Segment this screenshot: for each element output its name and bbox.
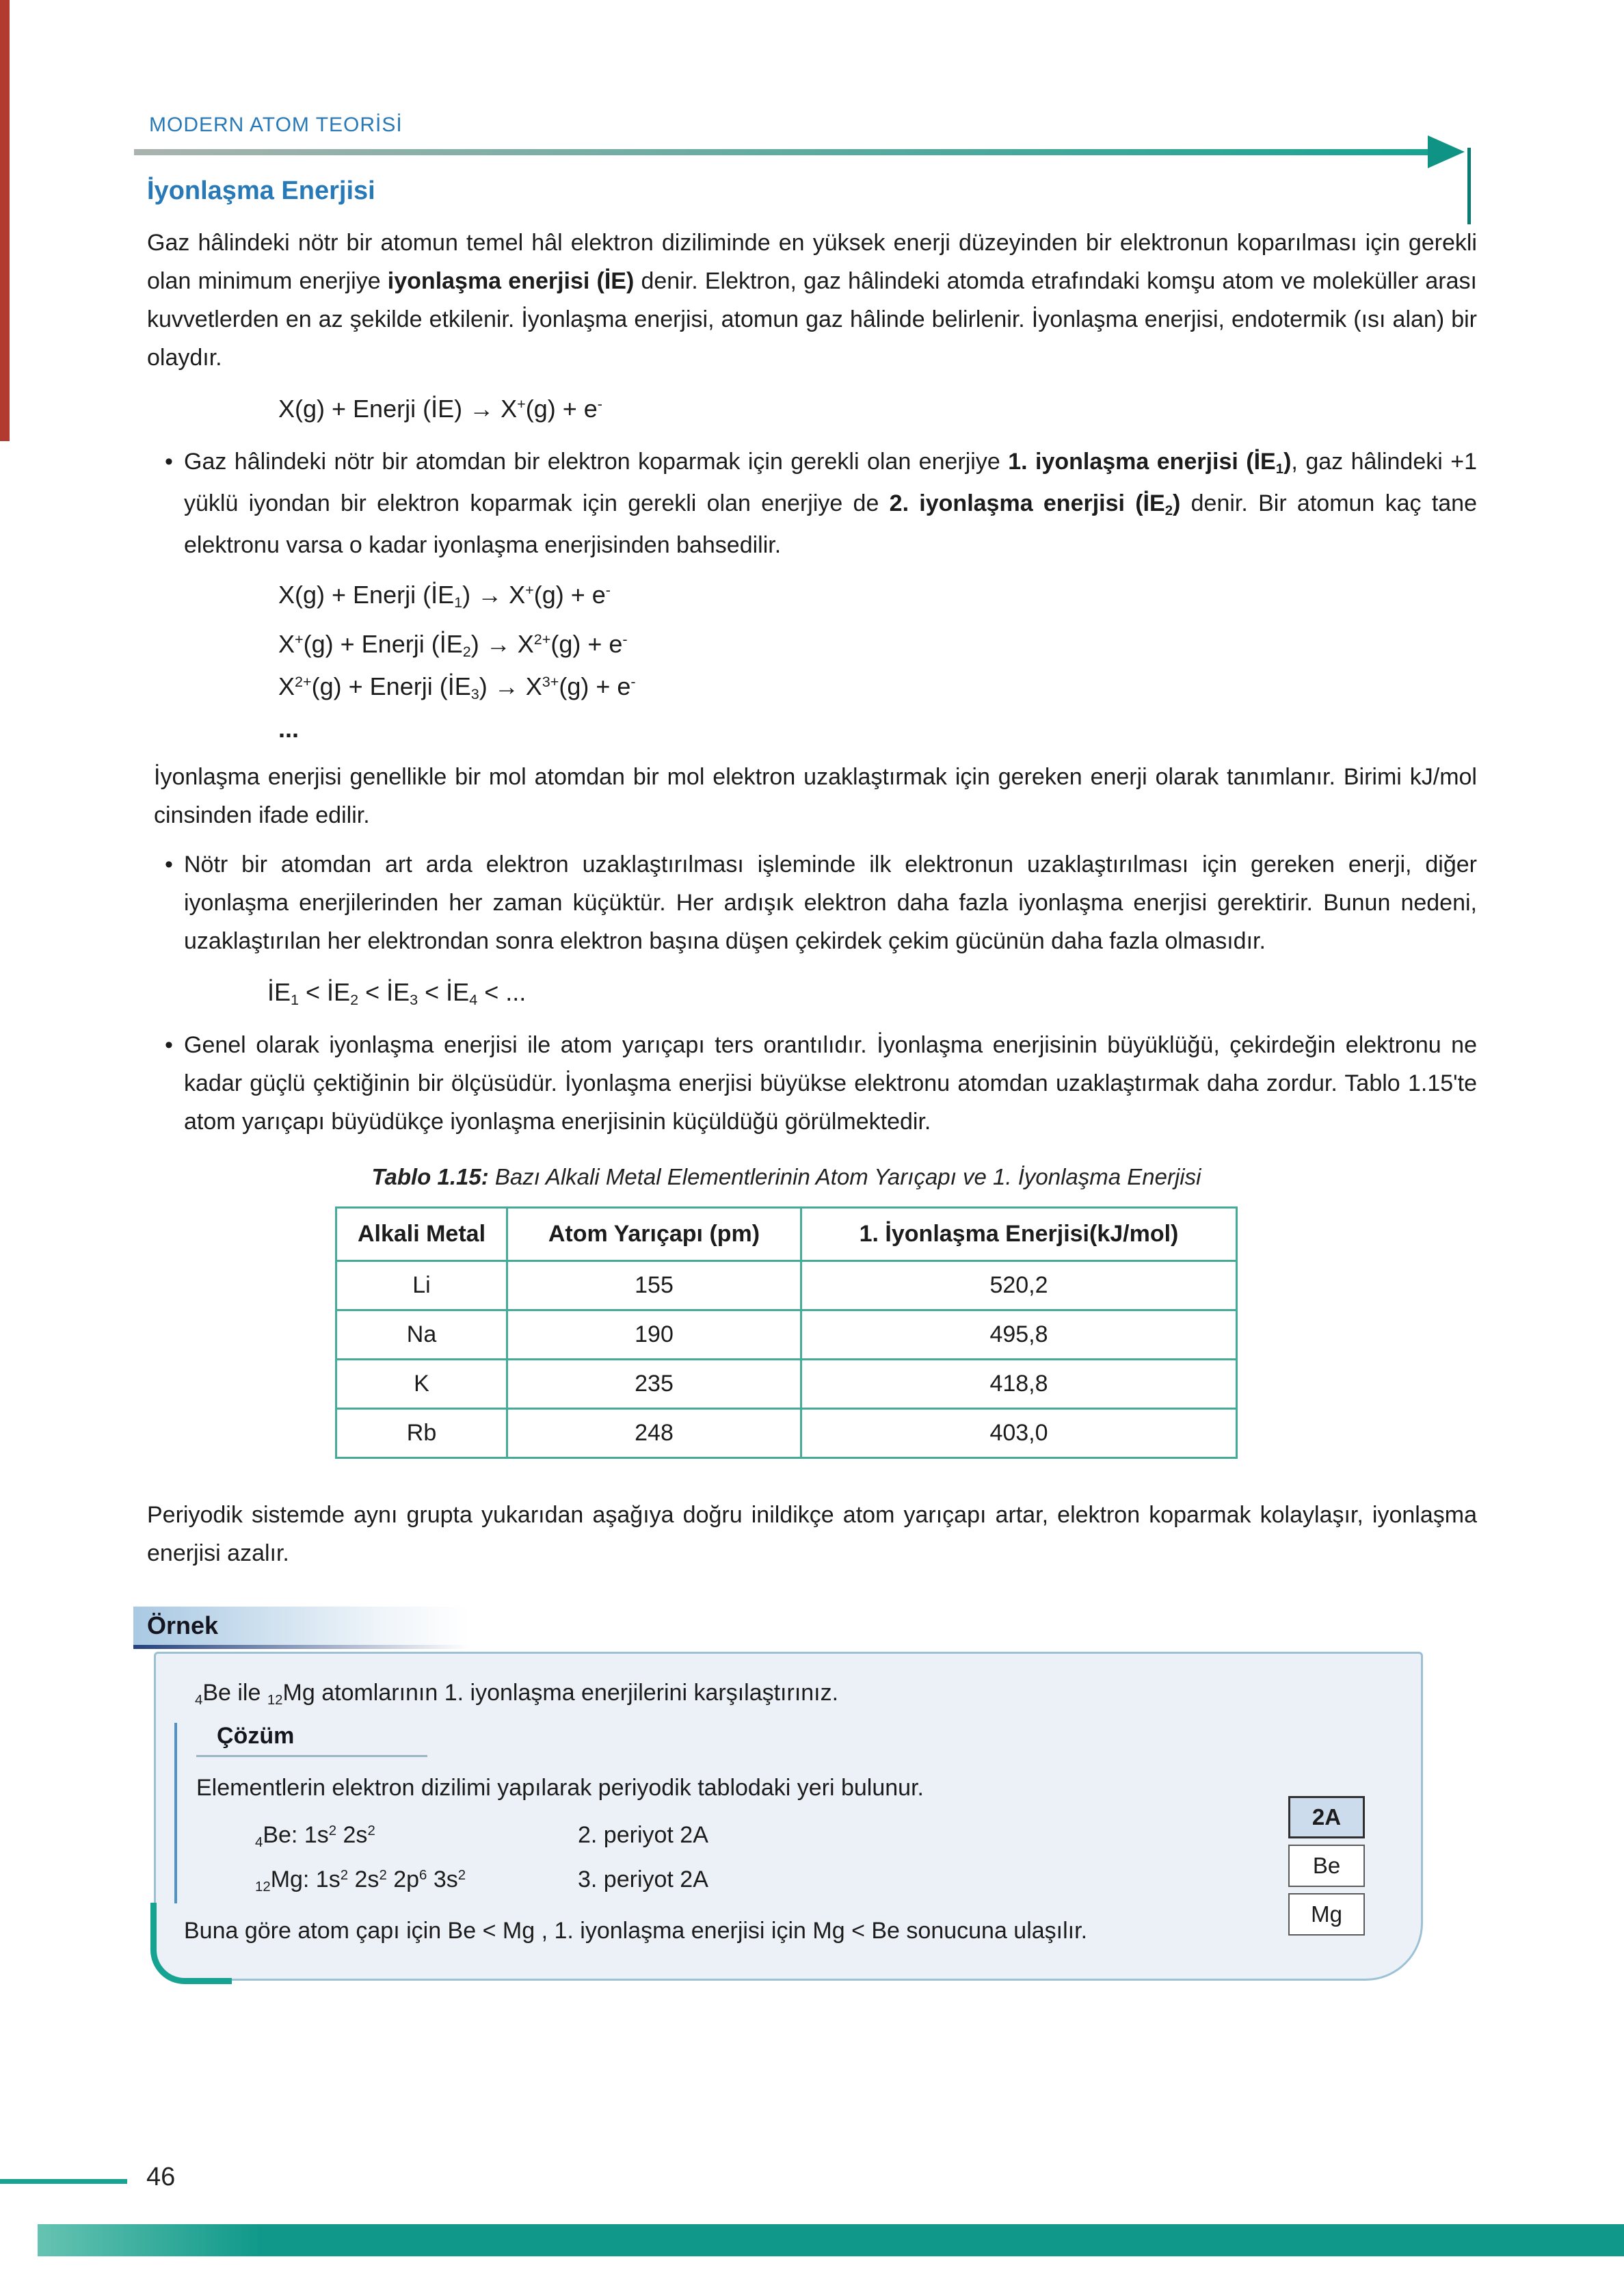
bullet-item-3 [147, 1026, 1477, 1141]
table-row [336, 1261, 1237, 1310]
page-number: 46 [146, 2163, 176, 2191]
table-header-row [336, 1208, 1237, 1261]
bullet-marker: • [165, 449, 173, 475]
header-arrow-icon [1428, 135, 1465, 168]
cell-element: K [336, 1360, 507, 1409]
mg-configuration: $_{12}$Mg: $1s^2$ $2s^2$ $2p^6$ $3s^2$ [255, 1866, 466, 1895]
mg-period-group: 3. periyot 2A [578, 1866, 708, 1892]
periodic-trend-paragraph: Periyodik sistemde aynı grupta yukarıdan aşağıya doğru inildikçe atom yarıçapı artar, elektron koparmak kolaylaşır, iyonlaşma enerjisi azalır. [147, 1502, 1477, 1566]
bullet-item-1 [147, 443, 1477, 564]
example-conclusion: Buna göre atom çapı için Be < Mg , 1. iyonlaşma enerjisi için Mg < Be sonucuna ulaşılır. [184, 1918, 1088, 1944]
cell-element: Li [336, 1261, 507, 1310]
bullet-text: Genel olarak iyonlaşma enerjisi ile atom yarıçapı ters orantılıdır. İyonlaşma enerjisinin büyüklüğü, çekirdeğin elektronu ne kadar güçlü çektiğinin bir ölçüsüdür. İyonlaşma enerjisi büyükse elektronu atomdan uzaklaştırmak daha zordur. Tablo 1.15'te atom yarıçapı büyüdükçe iyonlaşma enerjisinin küçüldüğü görülmektedir. [184, 1032, 1477, 1135]
example-label: Örnek [147, 1611, 219, 1639]
intro-paragraph: Gaz hâlindeki nötr bir atomun temel hâl elektron diziliminde en yüksek enerji düzeyinden bir elektronun koparılması için gerekli olan minimum enerjiye iyonlaşma enerjisi (İE) denir. Elektron, gaz hâlindeki atomda etrafındaki komşu atom ve moleküller arası kuvvetlerden en az şekilde etkilenir. İyonlaşma enerjisi, atomun gaz hâlinde belirlenir. İyonlaşma enerjisi, endotermik (ısı alan) bir olaydır. [147, 230, 1477, 371]
example-question: $_4$Be ile $_{12}$Mg atomlarının 1. iyonlaşma enerjilerini karşılaştırınız. [195, 1680, 839, 1708]
bullet-text: Nötr bir atomdan art arda elektron uzaklaştırılması işleminde ilk elektronun uzaklaştırılması için gereken enerji, diğer iyonlaşma enerjilerinden her zaman küçüktür. Her ardışık elektron daha fazla iyonlaşma enerjisi gerektirir. Bunun nedeni, uzaklaştırılan her elektrondan sonra elektron başına düşen çekirdek çekim gücünün daha fazla olmasıdır. [184, 852, 1477, 954]
chapter-header: MODERN ATOM TEORİSİ [149, 114, 403, 136]
bullet-marker: • [165, 852, 173, 877]
cell-energy: 520,2 [801, 1261, 1237, 1310]
electron-config-mg [255, 1859, 1380, 1903]
cell-energy: 418,8 [801, 1360, 1237, 1409]
solution-step-1: Elementlerin elektron dizilimi yapılarak periyodik tablodaki yeri bulunur. [196, 1775, 924, 1801]
equation-ie2: X+(g) + Enerji $(İE_2) \to X^{2+}(g) + e^-$ [278, 630, 628, 661]
cell-radius: 190 [507, 1310, 801, 1360]
bullet-text: Gaz hâlindeki nötr bir atomdan bir elektron koparmak için gerekli olan enerjiye 1. iyonlaşma enerjisi $(İE_1)$, gaz hâlindeki +1 yüklü iyondan bir elektron koparmak için gerekli olan enerjiye de 2. iyonlaşma enerjisi $(İE_2)$ denir. Bir atomun kaç tane elektronu varsa o kadar iyonlaşma enerjisinden bahsedilir. [184, 449, 1478, 558]
col-header-alkali-metal: Alkali Metal [336, 1208, 507, 1261]
left-edge-red-bar [0, 0, 10, 441]
table-row [336, 1360, 1237, 1409]
alkali-metals-table [335, 1206, 1238, 1459]
solution-block [174, 1723, 1380, 1903]
table-1-15 [335, 1164, 1238, 1459]
cell-energy: 403,0 [801, 1409, 1237, 1458]
mol-definition-paragraph: İyonlaşma enerjisi genellikle bir mol atomdan bir mol elektron uzaklaştırmak için gereken enerji olarak tanımlanır. Birimi kJ/mol cinsinden ifade edilir. [154, 764, 1477, 828]
equation-ionization: X(g) + Enerji (İE) → X+(g) + e- [278, 395, 602, 423]
bullet-marker: • [165, 1032, 173, 1058]
element-cell-be: Be [1288, 1845, 1365, 1887]
header-gradient-rule [134, 149, 1432, 155]
cell-radius: 155 [507, 1261, 801, 1310]
table-row [336, 1409, 1237, 1458]
col-header-atom-radius: Atom Yarıçapı (pm) [507, 1208, 801, 1261]
page-number-accent-line [0, 2179, 127, 2184]
equation-ellipsis: ... [278, 715, 299, 743]
example-header-bar [133, 1607, 470, 1645]
section-title: İyonlaşma Enerjisi [147, 176, 375, 205]
equation-ie1: X(g) + Enerji $(İE_1) \to X^+(g) + e^-$ [278, 581, 611, 611]
be-configuration: $_4$Be: $1s^2$ $2s^2$ [255, 1822, 375, 1850]
cell-energy: 495,8 [801, 1310, 1237, 1360]
solution-label-row [196, 1723, 1380, 1757]
table-row [336, 1310, 1237, 1360]
col-header-ionization-energy: 1. İyonlaşma Enerjisi(kJ/mol) [801, 1208, 1237, 1261]
equation-ie3: $X^{2+}(g)$ + Enerji $(İE_3) \to X^{3+}(g) + e^-$ [278, 672, 636, 703]
element-cell-mg: Mg [1288, 1893, 1365, 1936]
cell-element: Rb [336, 1409, 507, 1458]
cell-radius: 235 [507, 1360, 801, 1409]
be-period-group: 2. periyot 2A [578, 1822, 708, 1848]
table-caption: Tablo 1.15: Bazı Alkali Metal Elementlerinin Atom Yarıçapı ve 1. İyonlaşma Enerjisi [371, 1164, 1201, 1189]
bullet-item-2 [147, 845, 1477, 960]
cell-element: Na [336, 1310, 507, 1360]
example-box [154, 1652, 1423, 1981]
bottom-teal-bar [38, 2224, 1624, 2256]
solution-label: Çözüm [196, 1723, 427, 1757]
periodic-group-column [1288, 1796, 1365, 1936]
equation-ie-order: $İE_1$ < $İE_2$ < $İE_3$ < $İE_4$ < ... [267, 978, 527, 1009]
cell-radius: 248 [507, 1409, 801, 1458]
group-header-cell: 2A [1288, 1796, 1365, 1838]
electron-config-be [255, 1814, 1380, 1859]
page-content [147, 176, 1477, 1981]
